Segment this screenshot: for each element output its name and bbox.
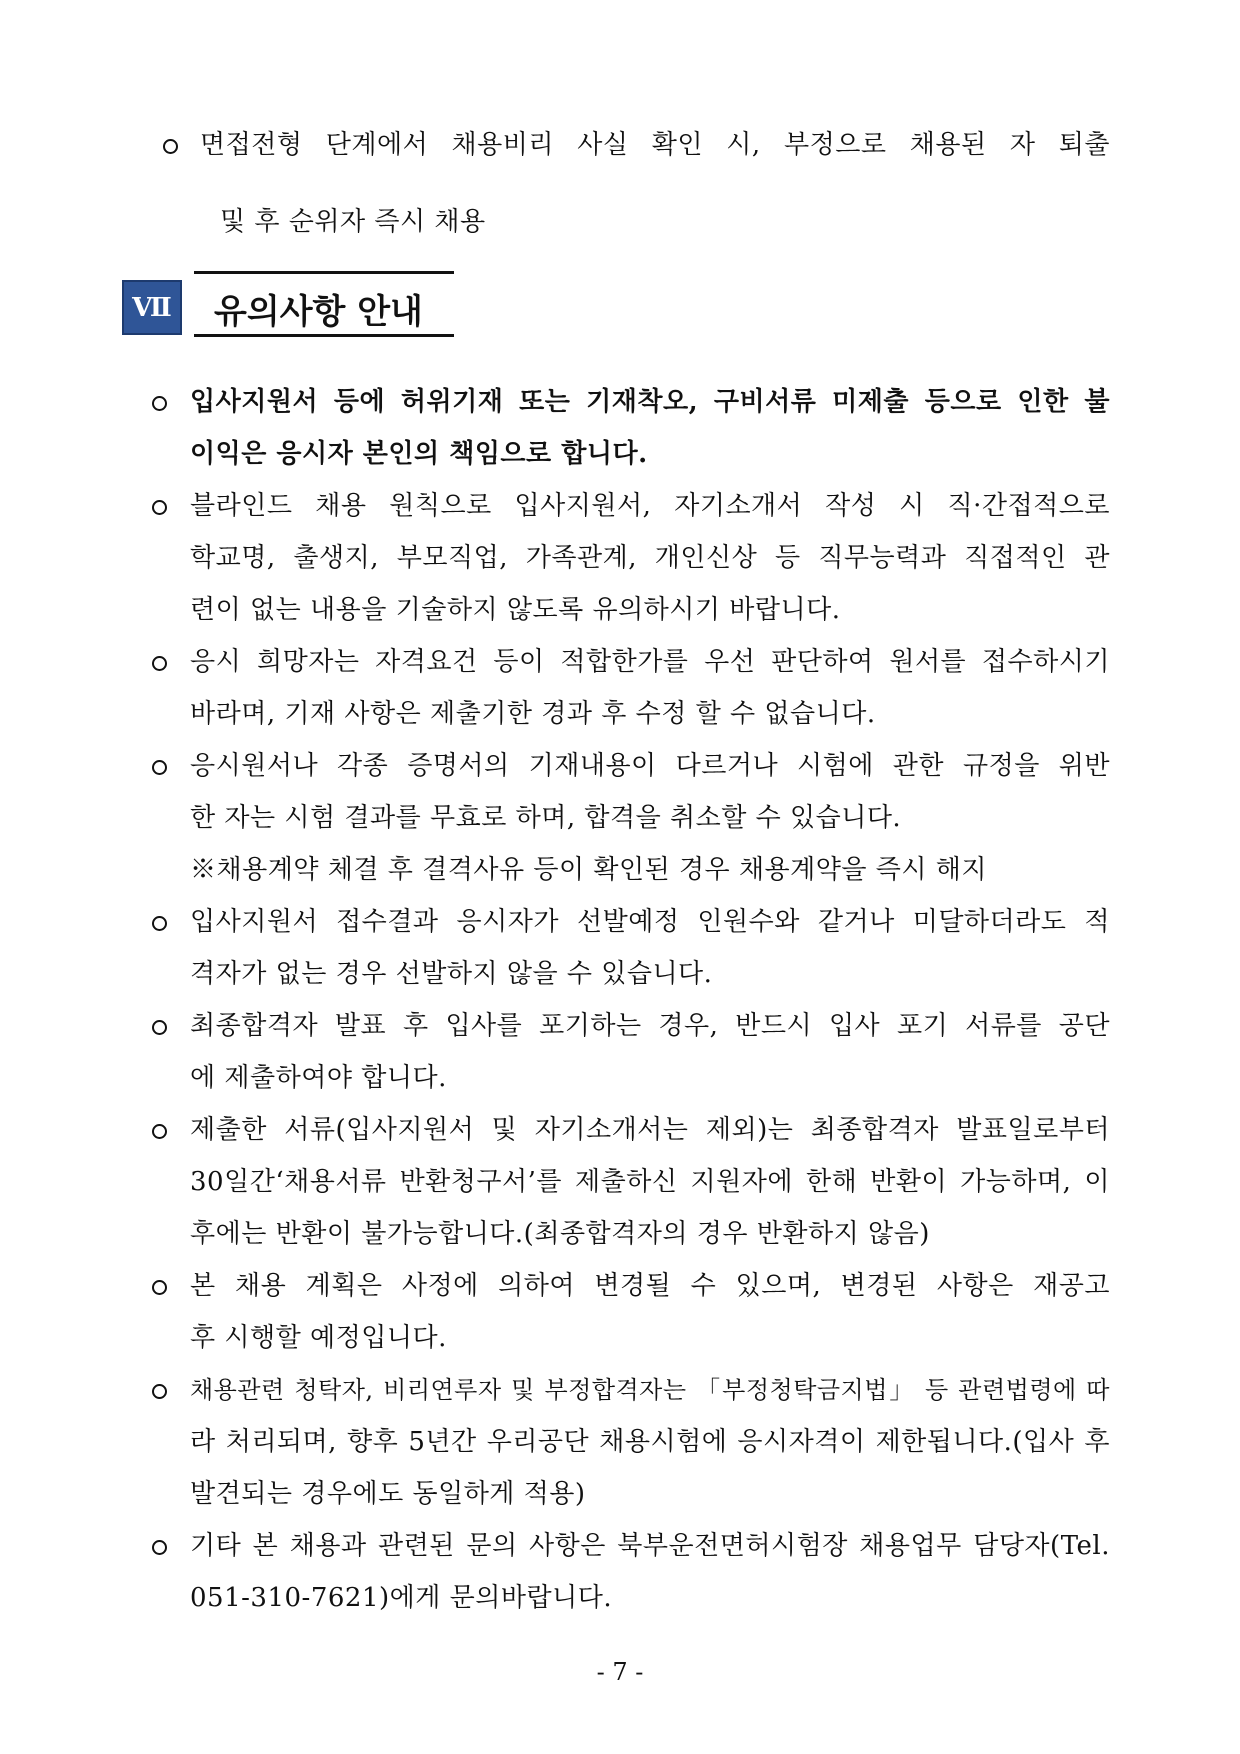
bullet-circle-icon xyxy=(152,500,167,515)
section-header xyxy=(122,271,462,341)
notice-line: 입사지원서 접수결과 응시자가 선발예정 인원수와 같거나 미달하더라도 적 xyxy=(190,907,1110,937)
bullet-circle-icon xyxy=(152,1540,167,1555)
intro-line-2: 및 후 순위자 즉시 채용 xyxy=(220,207,486,237)
section-title: 유의사항 안내 xyxy=(214,292,423,332)
bullet-circle-icon xyxy=(152,1020,167,1035)
bullet-circle-icon xyxy=(152,656,167,671)
intro-line-1: 면접전형 단계에서 채용비리 사실 확인 시, 부정으로 채용된 자 퇴출 xyxy=(200,130,1110,160)
notice-line: 학교명, 출생지, 부모직업, 가족관계, 개인신상 등 직무능력과 직접적인 관 xyxy=(190,543,1110,573)
notice-line: 발견되는 경우에도 동일하게 적용) xyxy=(190,1479,586,1509)
notice-line: 제출한 서류(입사지원서 및 자기소개서는 제외)는 최종합격자 발표일로부터 xyxy=(190,1115,1110,1145)
notice-line: 응시원서나 각종 증명서의 기재내용이 다르거나 시험에 관한 규정을 위반 xyxy=(190,751,1110,781)
bullet-circle-icon xyxy=(152,1280,167,1295)
section-number: Ⅶ xyxy=(122,280,182,335)
bullet-circle-icon xyxy=(152,396,167,411)
page-number: - 7 - xyxy=(596,1658,644,1686)
notice-line: 최종합격자 발표 후 입사를 포기하는 경우, 반드시 입사 포기 서류를 공단 xyxy=(190,1011,1110,1041)
bullet-circle-icon xyxy=(152,760,167,775)
notice-line: 051-310-7621)에게 문의바랍니다. xyxy=(190,1583,613,1613)
notice-line: 격자가 없는 경우 선발하지 않을 수 있습니다. xyxy=(190,959,713,989)
notice-line: 라 처리되며, 향후 5년간 우리공단 채용시험에 응시자격이 제한됩니다.(입사 후 xyxy=(190,1427,1110,1457)
notice-line: 이익은 응시자 본인의 책임으로 합니다. xyxy=(190,439,648,469)
bullet-circle-icon xyxy=(152,916,167,931)
notice-line: 에 제출하여야 합니다. xyxy=(190,1063,447,1093)
notice-line: 한 자는 시험 결과를 무효로 하며, 합격을 취소할 수 있습니다. xyxy=(190,803,902,833)
notice-line: 후에는 반환이 불가능합니다.(최종합격자의 경우 반환하지 않음) xyxy=(190,1219,930,1249)
notice-line: 후 시행할 예정입니다. xyxy=(190,1323,447,1353)
notice-line: 30일간‘채용서류 반환청구서’를 제출하신 지원자에 한해 반환이 가능하며, 이 xyxy=(190,1167,1110,1197)
bullet-circle-icon xyxy=(152,1124,167,1139)
notice-line: 기타 본 채용과 관련된 문의 사항은 북부운전면허시험장 채용업무 담당자(Tel. xyxy=(190,1531,1110,1561)
bullet-circle-icon xyxy=(152,1384,167,1399)
notice-line: 바라며, 기재 사항은 제출기한 경과 후 수정 할 수 없습니다. xyxy=(190,699,876,729)
notice-line: 련이 없는 내용을 기술하지 않도록 유의하시기 바랍니다. xyxy=(190,595,841,625)
section-title-box xyxy=(194,271,454,337)
notice-line: ※채용계약 체결 후 결격사유 등이 확인된 경우 채용계약을 즉시 해지 xyxy=(190,855,988,885)
bullet-circle-icon xyxy=(163,139,178,154)
notice-line: 채용관련 청탁자, 비리연루자 및 부정합격자는 「부정청탁금지법」 등 관련법령에 따 xyxy=(190,1376,1110,1404)
notice-line: 응시 희망자는 자격요건 등이 적합한가를 우선 판단하여 원서를 접수하시기 xyxy=(190,647,1110,677)
notice-line: 본 채용 계획은 사정에 의하여 변경될 수 있으며, 변경된 사항은 재공고 xyxy=(190,1271,1110,1301)
notice-line: 블라인드 채용 원칙으로 입사지원서, 자기소개서 작성 시 직·간접적으로 xyxy=(190,491,1110,521)
notice-line: 입사지원서 등에 허위기재 또는 기재착오, 구비서류 미제출 등으로 인한 불 xyxy=(190,387,1110,417)
